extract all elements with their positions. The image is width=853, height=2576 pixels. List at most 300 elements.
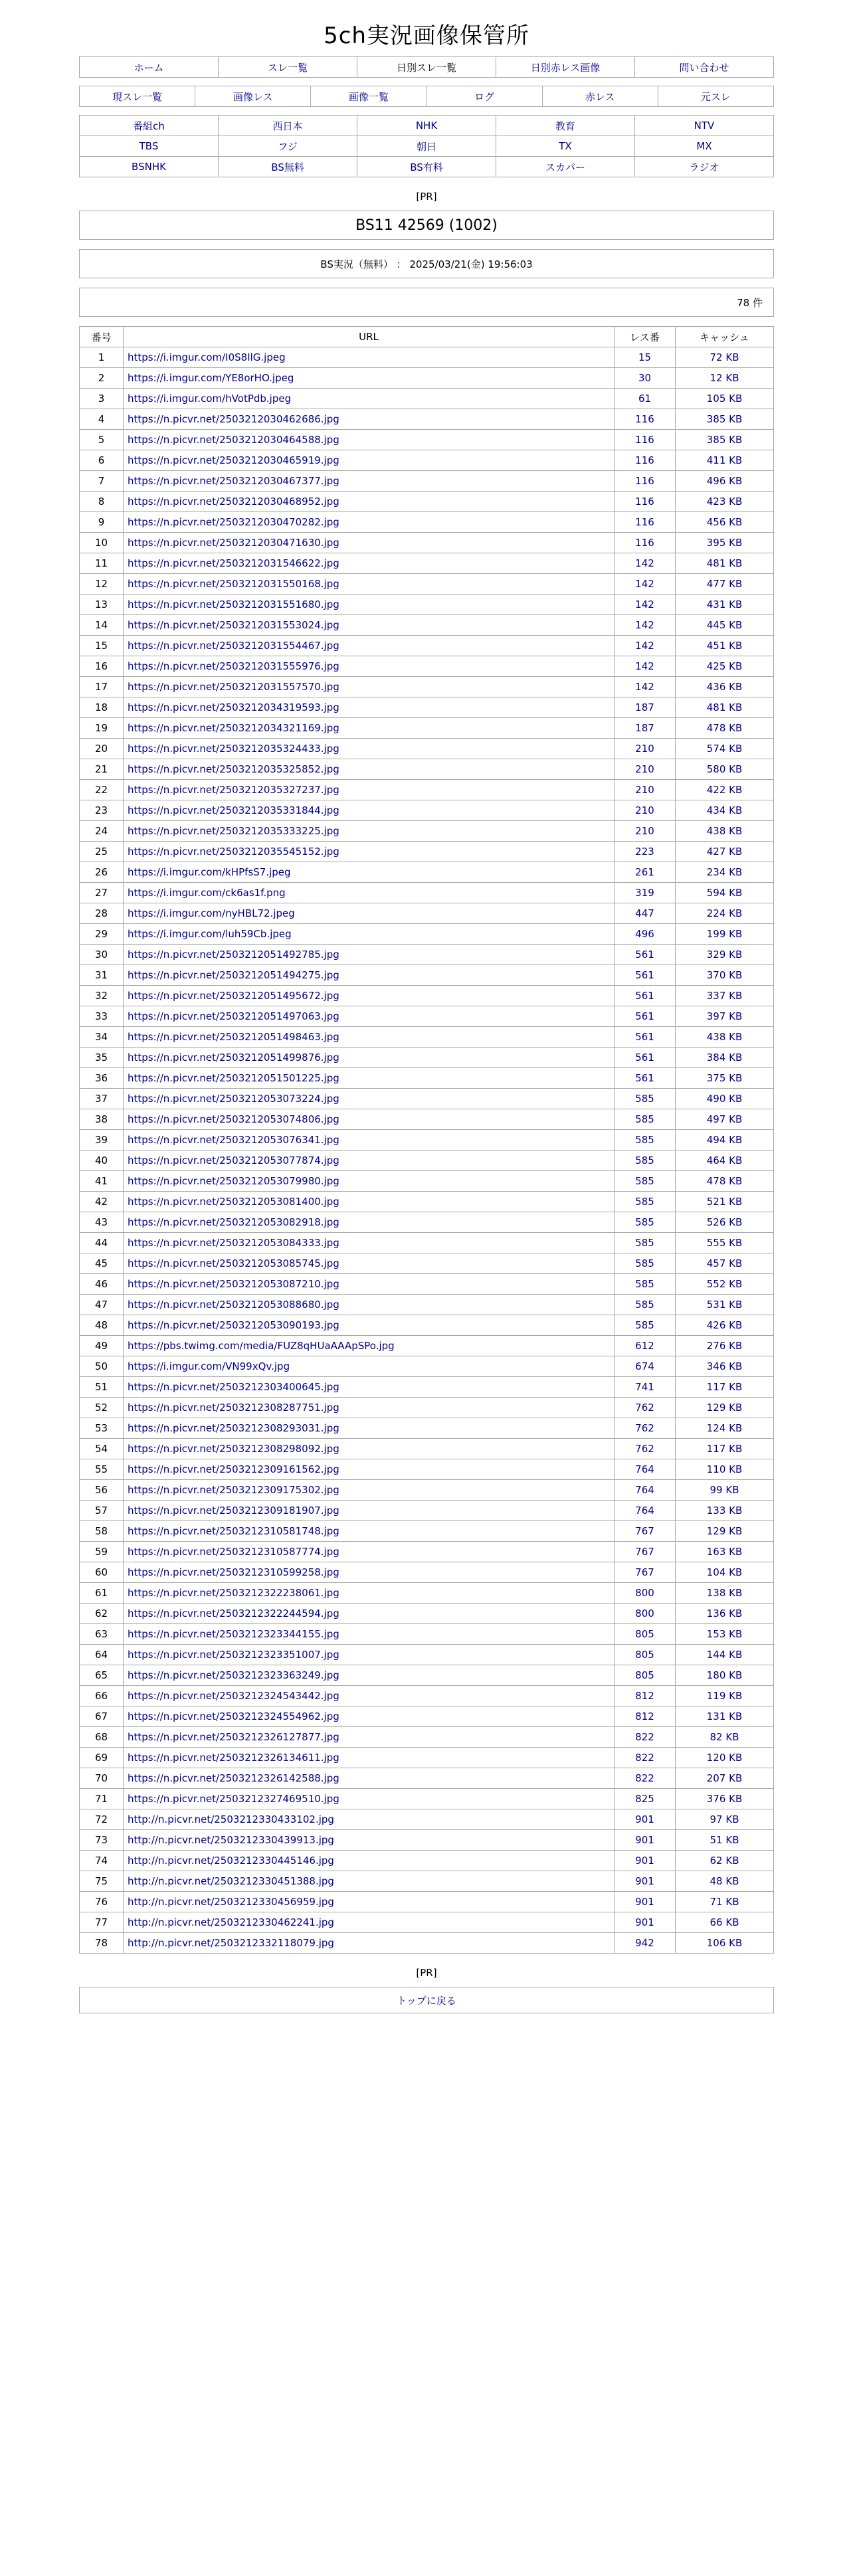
row-cache-cell[interactable]: [676, 1006, 774, 1027]
row-res-cell[interactable]: [615, 1583, 676, 1604]
row-res-cell[interactable]: [615, 1130, 676, 1150]
row-url-cell[interactable]: [124, 1109, 615, 1130]
row-res-cell[interactable]: [615, 1233, 676, 1253]
row-url-cell[interactable]: [124, 1089, 615, 1109]
res-number-link[interactable]: 942: [635, 1937, 654, 1949]
row-cache-cell[interactable]: [676, 1295, 774, 1315]
row-res-cell[interactable]: [615, 1892, 676, 1912]
row-cache-cell[interactable]: [676, 862, 774, 883]
row-cache-cell[interactable]: [676, 430, 774, 450]
cache-size-link[interactable]: 451 KB: [706, 640, 743, 652]
row-url-cell[interactable]: [124, 1624, 615, 1645]
row-cache-cell[interactable]: [676, 1418, 774, 1439]
image-url-link[interactable]: https://n.picvr.net/2503212322238061.jpg: [128, 1587, 339, 1599]
cache-size-link[interactable]: 580 KB: [706, 763, 743, 775]
row-res-cell[interactable]: [615, 492, 676, 512]
nav-image-res[interactable]: [195, 86, 311, 107]
res-number-link[interactable]: 142: [635, 557, 654, 569]
nav-daily-red-images-link[interactable]: 日別赤レス画像: [530, 61, 601, 74]
res-number-link[interactable]: 585: [635, 1196, 654, 1208]
row-cache-cell[interactable]: [676, 1315, 774, 1336]
image-url-link[interactable]: https://n.picvr.net/2503212326134611.jpg: [128, 1752, 339, 1764]
row-cache-cell[interactable]: [676, 409, 774, 430]
row-url-cell[interactable]: [124, 1871, 615, 1892]
channel-link[interactable]: 西日本: [272, 120, 303, 132]
res-number-link[interactable]: 561: [635, 969, 654, 981]
nav-log-link[interactable]: ログ: [474, 90, 495, 103]
image-url-link[interactable]: https://n.picvr.net/2503212053077874.jpg: [128, 1154, 339, 1166]
row-res-cell[interactable]: [615, 1501, 676, 1521]
res-number-link[interactable]: 585: [635, 1257, 654, 1269]
row-url-cell[interactable]: [124, 1480, 615, 1501]
row-res-cell[interactable]: [615, 636, 676, 656]
cache-size-link[interactable]: 104 KB: [706, 1566, 743, 1578]
row-url-cell[interactable]: [124, 1459, 615, 1480]
cache-size-link[interactable]: 552 KB: [706, 1278, 743, 1290]
image-url-link[interactable]: https://n.picvr.net/2503212035325852.jpg: [128, 763, 339, 775]
row-res-cell[interactable]: [615, 1727, 676, 1748]
row-url-cell[interactable]: [124, 780, 615, 800]
image-url-link[interactable]: https://n.picvr.net/2503212309181907.jpg: [128, 1505, 339, 1517]
res-number-link[interactable]: 585: [635, 1113, 654, 1125]
row-url-cell[interactable]: [124, 553, 615, 574]
back-to-top-box[interactable]: [79, 1987, 774, 2013]
cache-size-link[interactable]: 110 KB: [706, 1463, 743, 1475]
image-url-link[interactable]: https://n.picvr.net/2503212310581748.jpg: [128, 1525, 339, 1537]
channel-cell[interactable]: [635, 157, 774, 177]
row-res-cell[interactable]: [615, 1253, 676, 1274]
row-url-cell[interactable]: [124, 1809, 615, 1830]
cache-size-link[interactable]: 370 KB: [706, 969, 743, 981]
res-number-link[interactable]: 812: [635, 1710, 654, 1722]
row-cache-cell[interactable]: [676, 986, 774, 1006]
row-url-cell[interactable]: [124, 1439, 615, 1459]
cache-size-link[interactable]: 51 KB: [710, 1834, 739, 1846]
res-number-link[interactable]: 116: [635, 516, 654, 528]
cache-size-link[interactable]: 438 KB: [706, 1031, 743, 1043]
res-number-link[interactable]: 585: [635, 1154, 654, 1166]
cache-size-link[interactable]: 117 KB: [706, 1381, 743, 1393]
row-url-cell[interactable]: [124, 965, 615, 986]
row-cache-cell[interactable]: [676, 1336, 774, 1356]
row-url-cell[interactable]: [124, 1562, 615, 1583]
row-cache-cell[interactable]: [676, 533, 774, 553]
cache-size-link[interactable]: 490 KB: [706, 1093, 743, 1105]
row-cache-cell[interactable]: [676, 821, 774, 842]
row-url-cell[interactable]: [124, 1274, 615, 1295]
row-cache-cell[interactable]: [676, 595, 774, 615]
row-url-cell[interactable]: [124, 1542, 615, 1562]
row-res-cell[interactable]: [615, 780, 676, 800]
image-url-link[interactable]: http://n.picvr.net/2503212330445146.jpg: [128, 1855, 334, 1867]
nav-thread-list[interactable]: [219, 57, 357, 78]
row-url-cell[interactable]: [124, 1398, 615, 1418]
row-res-cell[interactable]: [615, 1439, 676, 1459]
row-res-cell[interactable]: [615, 1542, 676, 1562]
channel-link[interactable]: NHK: [415, 120, 438, 132]
cache-size-link[interactable]: 457 KB: [706, 1257, 743, 1269]
row-cache-cell[interactable]: [676, 1583, 774, 1604]
row-url-cell[interactable]: [124, 533, 615, 553]
res-number-link[interactable]: 585: [635, 1134, 654, 1146]
channel-link[interactable]: BS有料: [410, 161, 443, 173]
nav-image-res-link[interactable]: 画像レス: [233, 90, 273, 103]
cache-size-link[interactable]: 422 KB: [706, 784, 743, 796]
row-res-cell[interactable]: [615, 1851, 676, 1871]
image-url-link[interactable]: https://n.picvr.net/2503212031553024.jpg: [128, 619, 339, 631]
image-url-link[interactable]: https://n.picvr.net/2503212031554467.jpg: [128, 640, 339, 652]
row-cache-cell[interactable]: [676, 842, 774, 862]
row-cache-cell[interactable]: [676, 1665, 774, 1686]
res-number-link[interactable]: 762: [635, 1402, 654, 1414]
row-res-cell[interactable]: [615, 1356, 676, 1377]
cache-size-link[interactable]: 124 KB: [706, 1422, 743, 1434]
channel-link[interactable]: TBS: [139, 140, 159, 152]
cache-size-link[interactable]: 438 KB: [706, 825, 743, 837]
row-res-cell[interactable]: [615, 450, 676, 471]
cache-size-link[interactable]: 120 KB: [706, 1752, 743, 1764]
channel-link[interactable]: BSNHK: [132, 161, 166, 173]
image-url-link[interactable]: https://n.picvr.net/2503212308298092.jpg: [128, 1443, 339, 1455]
res-number-link[interactable]: 762: [635, 1443, 654, 1455]
nav-home[interactable]: [80, 57, 219, 78]
res-number-link[interactable]: 612: [635, 1340, 654, 1352]
row-url-cell[interactable]: [124, 1645, 615, 1665]
cache-size-link[interactable]: 207 KB: [706, 1772, 743, 1784]
image-url-link[interactable]: https://n.picvr.net/2503212053081400.jpg: [128, 1196, 339, 1208]
row-cache-cell[interactable]: [676, 471, 774, 492]
row-url-cell[interactable]: [124, 1789, 615, 1809]
row-url-cell[interactable]: [124, 862, 615, 883]
channel-cell[interactable]: [219, 116, 357, 136]
res-number-link[interactable]: 561: [635, 1031, 654, 1043]
res-number-link[interactable]: 561: [635, 1072, 654, 1084]
row-cache-cell[interactable]: [676, 1830, 774, 1851]
res-number-link[interactable]: 319: [635, 887, 654, 899]
row-url-cell[interactable]: [124, 615, 615, 636]
row-res-cell[interactable]: [615, 1480, 676, 1501]
image-url-link[interactable]: https://n.picvr.net/2503212323351007.jpg: [128, 1649, 339, 1661]
row-cache-cell[interactable]: [676, 1892, 774, 1912]
res-number-link[interactable]: 142: [635, 681, 654, 693]
image-url-link[interactable]: https://n.picvr.net/2503212308293031.jpg: [128, 1422, 339, 1434]
nav-red-res[interactable]: [542, 86, 658, 107]
row-res-cell[interactable]: [615, 1830, 676, 1851]
nav-image-list-link[interactable]: 画像一覧: [348, 90, 389, 103]
image-url-link[interactable]: https://n.picvr.net/2503212323344155.jpg: [128, 1628, 339, 1640]
image-url-link[interactable]: https://n.picvr.net/2503212030462686.jpg: [128, 413, 339, 425]
row-cache-cell[interactable]: [676, 924, 774, 945]
row-url-cell[interactable]: [124, 492, 615, 512]
back-to-top-link[interactable]: トップに戻る: [397, 1995, 456, 2007]
row-res-cell[interactable]: [615, 1686, 676, 1706]
row-res-cell[interactable]: [615, 389, 676, 409]
row-cache-cell[interactable]: [676, 512, 774, 533]
row-cache-cell[interactable]: [676, 1501, 774, 1521]
row-res-cell[interactable]: [615, 1006, 676, 1027]
row-url-cell[interactable]: [124, 1521, 615, 1542]
row-res-cell[interactable]: [615, 883, 676, 903]
image-url-link[interactable]: https://n.picvr.net/2503212322244594.jpg: [128, 1608, 339, 1619]
channel-cell[interactable]: [80, 136, 219, 157]
cache-size-link[interactable]: 180 KB: [706, 1669, 743, 1681]
cache-size-link[interactable]: 426 KB: [706, 1319, 743, 1331]
row-res-cell[interactable]: [615, 1295, 676, 1315]
cache-size-link[interactable]: 66 KB: [710, 1916, 739, 1928]
image-url-link[interactable]: https://n.picvr.net/2503212030465919.jpg: [128, 454, 339, 466]
row-url-cell[interactable]: [124, 574, 615, 595]
row-cache-cell[interactable]: [676, 553, 774, 574]
channel-link[interactable]: MX: [696, 140, 712, 152]
image-url-link[interactable]: https://n.picvr.net/2503212030468952.jpg: [128, 496, 339, 507]
row-cache-cell[interactable]: [676, 1377, 774, 1398]
row-cache-cell[interactable]: [676, 718, 774, 739]
cache-size-link[interactable]: 423 KB: [706, 496, 743, 507]
cache-size-link[interactable]: 531 KB: [706, 1299, 743, 1311]
row-url-cell[interactable]: [124, 368, 615, 389]
row-url-cell[interactable]: [124, 1686, 615, 1706]
image-url-link[interactable]: https://n.picvr.net/2503212051495672.jpg: [128, 990, 339, 1002]
channel-link[interactable]: スカパー: [545, 161, 585, 173]
cache-size-link[interactable]: 72 KB: [710, 351, 739, 363]
cache-size-link[interactable]: 337 KB: [706, 990, 743, 1002]
image-url-link[interactable]: https://n.picvr.net/2503212035327237.jpg: [128, 784, 339, 796]
row-res-cell[interactable]: [615, 1912, 676, 1933]
cache-size-link[interactable]: 234 KB: [706, 866, 743, 878]
image-url-link[interactable]: https://n.picvr.net/2503212309161562.jpg: [128, 1463, 339, 1475]
row-res-cell[interactable]: [615, 1171, 676, 1192]
row-cache-cell[interactable]: [676, 677, 774, 697]
row-cache-cell[interactable]: [676, 739, 774, 759]
cache-size-link[interactable]: 397 KB: [706, 1010, 743, 1022]
row-cache-cell[interactable]: [676, 1398, 774, 1418]
image-url-link[interactable]: https://n.picvr.net/2503212031557570.jpg: [128, 681, 339, 693]
row-cache-cell[interactable]: [676, 389, 774, 409]
row-url-cell[interactable]: [124, 1892, 615, 1912]
channel-link[interactable]: フジ: [278, 140, 298, 153]
res-number-link[interactable]: 223: [635, 846, 654, 858]
cache-size-link[interactable]: 481 KB: [706, 557, 743, 569]
row-url-cell[interactable]: [124, 450, 615, 471]
row-url-cell[interactable]: [124, 1418, 615, 1439]
channel-cell[interactable]: [635, 136, 774, 157]
row-res-cell[interactable]: [615, 986, 676, 1006]
res-number-link[interactable]: 585: [635, 1175, 654, 1187]
row-url-cell[interactable]: [124, 512, 615, 533]
row-cache-cell[interactable]: [676, 903, 774, 924]
res-number-link[interactable]: 210: [635, 804, 654, 816]
res-number-link[interactable]: 142: [635, 640, 654, 652]
res-number-link[interactable]: 767: [635, 1525, 654, 1537]
channel-cell[interactable]: [635, 116, 774, 136]
image-url-link[interactable]: http://n.picvr.net/2503212330456959.jpg: [128, 1896, 334, 1908]
row-cache-cell[interactable]: [676, 1686, 774, 1706]
res-number-link[interactable]: 585: [635, 1237, 654, 1249]
row-cache-cell[interactable]: [676, 1727, 774, 1748]
image-url-link[interactable]: https://n.picvr.net/2503212030464588.jpg: [128, 434, 339, 446]
channel-link[interactable]: TX: [559, 140, 572, 152]
nav-original-thread[interactable]: [658, 86, 773, 107]
cache-size-link[interactable]: 555 KB: [706, 1237, 743, 1249]
row-url-cell[interactable]: [124, 1295, 615, 1315]
row-url-cell[interactable]: [124, 1253, 615, 1274]
row-cache-cell[interactable]: [676, 1233, 774, 1253]
image-url-link[interactable]: https://n.picvr.net/2503212053079980.jpg: [128, 1175, 339, 1187]
nav-thread-list-link[interactable]: スレ一覧: [267, 61, 308, 74]
image-url-link[interactable]: https://n.picvr.net/2503212035331844.jpg: [128, 804, 339, 816]
res-number-link[interactable]: 822: [635, 1752, 654, 1764]
row-cache-cell[interactable]: [676, 656, 774, 677]
cache-size-link[interactable]: 48 KB: [710, 1875, 739, 1887]
res-number-link[interactable]: 762: [635, 1422, 654, 1434]
row-url-cell[interactable]: [124, 718, 615, 739]
row-cache-cell[interactable]: [676, 492, 774, 512]
row-res-cell[interactable]: [615, 368, 676, 389]
res-number-link[interactable]: 901: [635, 1896, 654, 1908]
res-number-link[interactable]: 764: [635, 1505, 654, 1517]
row-url-cell[interactable]: [124, 903, 615, 924]
channel-link[interactable]: BS無料: [271, 161, 304, 173]
image-url-link[interactable]: https://i.imgur.com/nyHBL72.jpeg: [128, 907, 295, 919]
cache-size-link[interactable]: 478 KB: [706, 722, 743, 734]
row-res-cell[interactable]: [615, 1068, 676, 1089]
res-number-link[interactable]: 561: [635, 1010, 654, 1022]
res-number-link[interactable]: 210: [635, 763, 654, 775]
res-number-link[interactable]: 210: [635, 743, 654, 755]
cache-size-link[interactable]: 133 KB: [706, 1505, 743, 1517]
row-cache-cell[interactable]: [676, 1171, 774, 1192]
nav-current-threads-link[interactable]: 現スレ一覧: [112, 90, 163, 103]
cache-size-link[interactable]: 574 KB: [706, 743, 743, 755]
image-url-link[interactable]: https://n.picvr.net/2503212030467377.jpg: [128, 475, 339, 487]
cache-size-link[interactable]: 329 KB: [706, 949, 743, 961]
row-cache-cell[interactable]: [676, 1933, 774, 1954]
row-cache-cell[interactable]: [676, 1068, 774, 1089]
row-res-cell[interactable]: [615, 677, 676, 697]
cache-size-link[interactable]: 496 KB: [706, 475, 743, 487]
row-url-cell[interactable]: [124, 636, 615, 656]
row-cache-cell[interactable]: [676, 945, 774, 965]
image-url-link[interactable]: https://n.picvr.net/2503212053084333.jpg: [128, 1237, 339, 1249]
cache-size-link[interactable]: 425 KB: [706, 660, 743, 672]
res-number-link[interactable]: 261: [635, 866, 654, 878]
cache-size-link[interactable]: 385 KB: [706, 413, 743, 425]
row-cache-cell[interactable]: [676, 1048, 774, 1068]
cache-size-link[interactable]: 346 KB: [706, 1360, 743, 1372]
row-url-cell[interactable]: [124, 1377, 615, 1398]
row-url-cell[interactable]: [124, 409, 615, 430]
channel-cell[interactable]: [219, 136, 357, 157]
cache-size-link[interactable]: 376 KB: [706, 1793, 743, 1805]
cache-size-link[interactable]: 445 KB: [706, 619, 743, 631]
row-res-cell[interactable]: [615, 697, 676, 718]
image-url-link[interactable]: https://n.picvr.net/2503212051501225.jpg: [128, 1072, 339, 1084]
row-url-cell[interactable]: [124, 1027, 615, 1048]
channel-cell[interactable]: [496, 116, 635, 136]
row-res-cell[interactable]: [615, 1645, 676, 1665]
row-cache-cell[interactable]: [676, 1109, 774, 1130]
res-number-link[interactable]: 210: [635, 825, 654, 837]
nav-contact-link[interactable]: 問い合わせ: [679, 61, 729, 74]
row-res-cell[interactable]: [615, 718, 676, 739]
row-url-cell[interactable]: [124, 430, 615, 450]
cache-size-link[interactable]: 464 KB: [706, 1154, 743, 1166]
row-res-cell[interactable]: [615, 553, 676, 574]
cache-size-link[interactable]: 106 KB: [706, 1937, 743, 1949]
res-number-link[interactable]: 585: [635, 1278, 654, 1290]
image-url-link[interactable]: https://n.picvr.net/2503212323363249.jpg: [128, 1669, 339, 1681]
row-cache-cell[interactable]: [676, 1521, 774, 1542]
res-number-link[interactable]: 61: [638, 393, 652, 405]
row-res-cell[interactable]: [615, 800, 676, 821]
row-res-cell[interactable]: [615, 656, 676, 677]
res-number-link[interactable]: 210: [635, 784, 654, 796]
nav-contact[interactable]: [635, 57, 774, 78]
res-number-link[interactable]: 116: [635, 496, 654, 507]
cache-size-link[interactable]: 427 KB: [706, 846, 743, 858]
res-number-link[interactable]: 585: [635, 1216, 654, 1228]
nav-image-list[interactable]: [311, 86, 427, 107]
row-res-cell[interactable]: [615, 821, 676, 842]
row-res-cell[interactable]: [615, 862, 676, 883]
row-cache-cell[interactable]: [676, 697, 774, 718]
row-cache-cell[interactable]: [676, 615, 774, 636]
image-url-link[interactable]: https://n.picvr.net/2503212324543442.jpg: [128, 1690, 339, 1702]
row-res-cell[interactable]: [615, 924, 676, 945]
image-url-link[interactable]: https://n.picvr.net/2503212324554962.jpg: [128, 1710, 339, 1722]
row-cache-cell[interactable]: [676, 1480, 774, 1501]
res-number-link[interactable]: 741: [635, 1381, 654, 1393]
image-url-link[interactable]: https://n.picvr.net/2503212308287751.jpg: [128, 1402, 339, 1414]
image-url-link[interactable]: https://n.picvr.net/2503212031550168.jpg: [128, 578, 339, 590]
res-number-link[interactable]: 116: [635, 454, 654, 466]
res-number-link[interactable]: 30: [638, 372, 652, 384]
res-number-link[interactable]: 901: [635, 1834, 654, 1846]
row-url-cell[interactable]: [124, 1604, 615, 1624]
image-url-link[interactable]: https://n.picvr.net/2503212327469510.jpg: [128, 1793, 339, 1805]
image-url-link[interactable]: https://i.imgur.com/ck6as1f.png: [128, 887, 286, 899]
row-res-cell[interactable]: [615, 512, 676, 533]
image-url-link[interactable]: https://n.picvr.net/2503212303400645.jpg: [128, 1381, 339, 1393]
channel-cell[interactable]: [80, 116, 219, 136]
res-number-link[interactable]: 901: [635, 1813, 654, 1825]
res-number-link[interactable]: 767: [635, 1546, 654, 1558]
row-res-cell[interactable]: [615, 1933, 676, 1954]
row-res-cell[interactable]: [615, 1418, 676, 1439]
row-cache-cell[interactable]: [676, 1871, 774, 1892]
image-url-link[interactable]: https://n.picvr.net/2503212031551680.jpg: [128, 598, 339, 610]
row-url-cell[interactable]: [124, 924, 615, 945]
res-number-link[interactable]: 561: [635, 1052, 654, 1063]
row-url-cell[interactable]: [124, 656, 615, 677]
row-url-cell[interactable]: [124, 883, 615, 903]
row-url-cell[interactable]: [124, 1315, 615, 1336]
image-url-link[interactable]: https://n.picvr.net/2503212326127877.jpg: [128, 1731, 339, 1743]
row-url-cell[interactable]: [124, 1212, 615, 1233]
row-cache-cell[interactable]: [676, 1150, 774, 1171]
image-url-link[interactable]: https://n.picvr.net/2503212053088680.jpg: [128, 1299, 339, 1311]
row-res-cell[interactable]: [615, 409, 676, 430]
res-number-link[interactable]: 822: [635, 1772, 654, 1784]
image-url-link[interactable]: https://n.picvr.net/2503212051494275.jpg: [128, 969, 339, 981]
image-url-link[interactable]: https://pbs.twimg.com/media/FUZ8qHUaAAApSPo.jpg: [128, 1340, 395, 1352]
image-url-link[interactable]: https://n.picvr.net/2503212035324433.jpg: [128, 743, 339, 755]
image-url-link[interactable]: https://i.imgur.com/hVotPdb.jpeg: [128, 393, 292, 405]
image-url-link[interactable]: https://n.picvr.net/2503212035333225.jpg: [128, 825, 339, 837]
row-cache-cell[interactable]: [676, 1851, 774, 1871]
row-cache-cell[interactable]: [676, 1130, 774, 1150]
cache-size-link[interactable]: 478 KB: [706, 1175, 743, 1187]
